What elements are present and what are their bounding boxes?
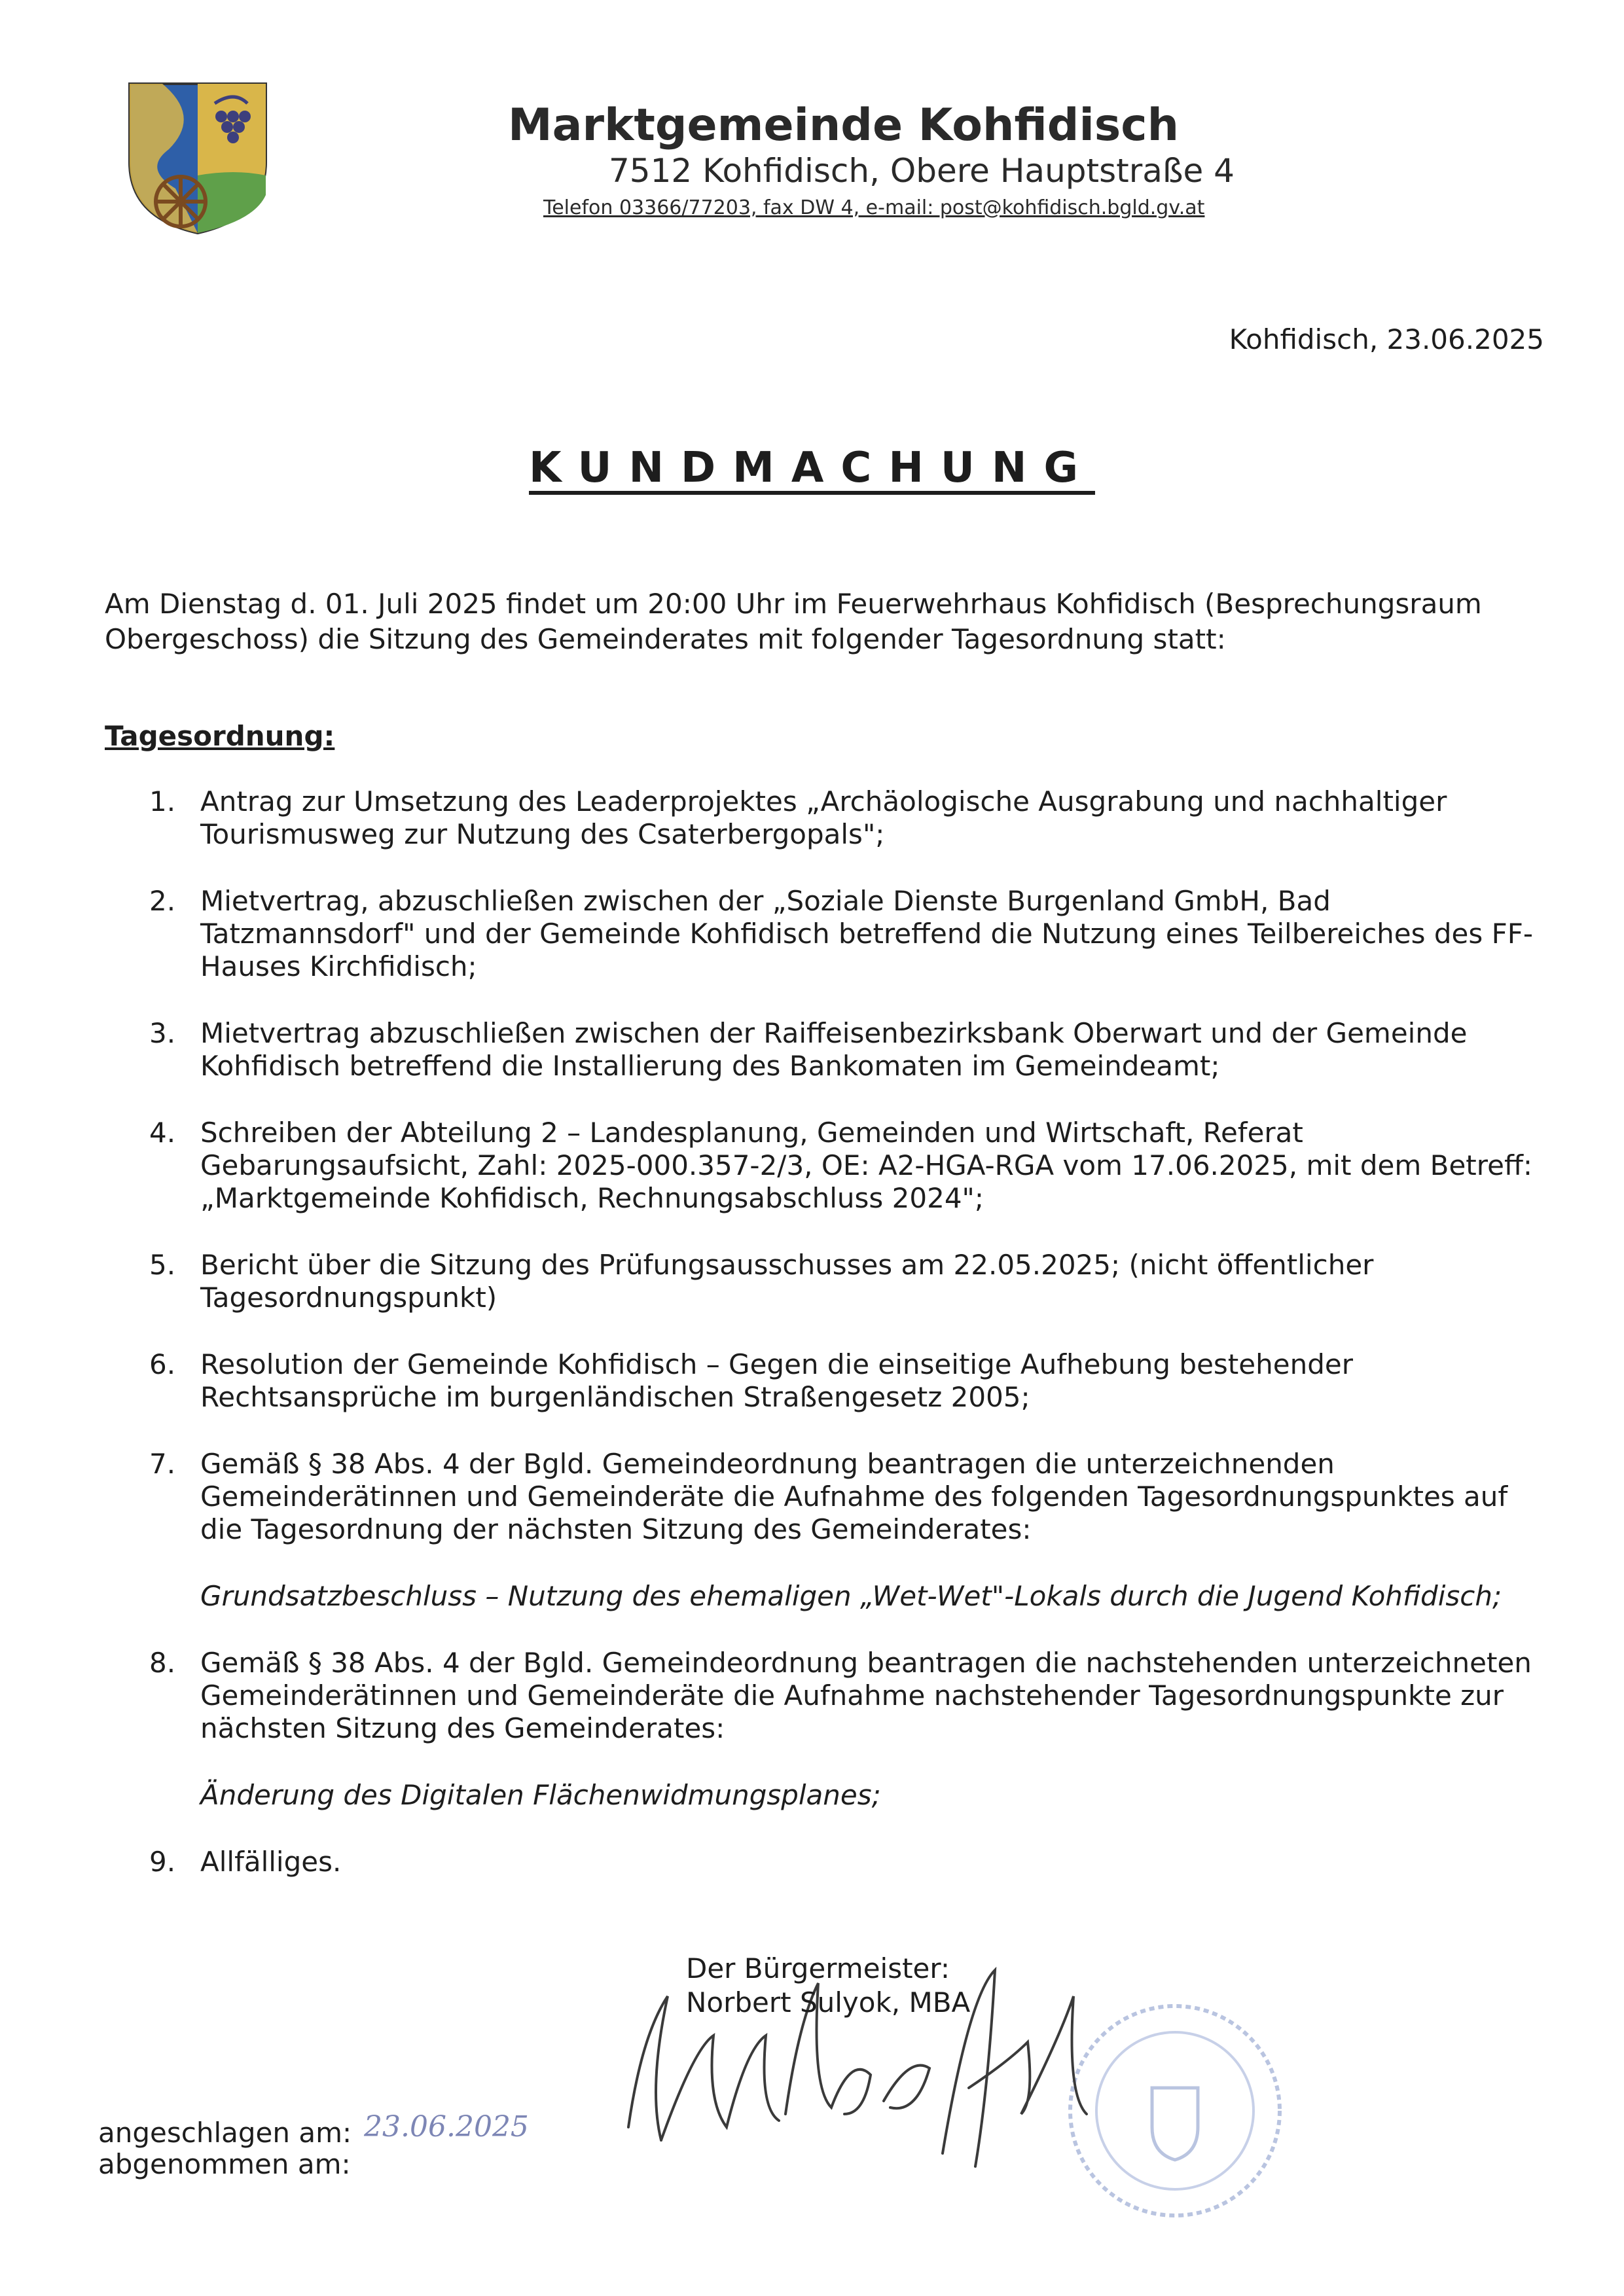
agenda-item-number: 5. — [149, 1249, 176, 1281]
agenda-item-number: 8. — [149, 1647, 176, 1679]
agenda-item-number: 2. — [149, 885, 176, 917]
org-address: 7512 Kohfidisch, Obere Hauptstraße 4 — [609, 152, 1235, 190]
agenda-item-subtext: Grundsatzbeschluss – Nutzung des ehemaligen „Wet-Wet"-Lokals durch die Jugend Kohfidisch; — [200, 1580, 1502, 1612]
org-contact: Telefon 03366/77203, fax DW 4, e-mail: post@kohfidisch.bgld.gv.at — [543, 196, 1205, 219]
signer-name: Norbert Sulyok, MBA — [686, 1986, 971, 2018]
agenda-item-text: Gemäß § 38 Abs. 4 der Bgld. Gemeindeordnung beantragen die nachstehenden unterzeichneten Gemeinderätinnen und Gemeinderäte die Aufnahme nachstehender Tagesordnungspunkte zur nächsten Sitzung des Gemeinderates: — [200, 1647, 1532, 1744]
removed-label: abgenommen am: — [98, 2148, 351, 2180]
agenda-item-1 — [149, 785, 1550, 851]
agenda-item-3 — [149, 1017, 1550, 1083]
agenda-item-text: Mietvertrag, abzuschließen zwischen der „Soziale Dienste Burgenland GmbH, Bad Tatzmannsdorf" und der Gemeinde Kohfidisch betreffend die Nutzung eines Teilbereiches des FF-Hauses Kirchfidisch; — [200, 885, 1534, 982]
agenda-item-text: Antrag zur Umsetzung des Leaderprojektes „Archäologische Ausgrabung und nachhaltiger Tourismusweg zur Nutzung des Csaterbergopals"; — [200, 785, 1447, 850]
agenda-heading: Tagesordnung: — [105, 720, 335, 752]
agenda-item-text: Gemäß § 38 Abs. 4 der Bgld. Gemeindeordnung beantragen die unterzeichnenden Gemeinderätinnen und Gemeinderäte die Aufnahme des folgenden Tagesordnungspunktes auf die Tagesordnung der nächsten Sitzung des Gemeinderates: — [200, 1448, 1508, 1545]
agenda-item-subtext: Änderung des Digitalen Flächenwidmungsplanes; — [200, 1779, 881, 1811]
agenda-item-number: 6. — [149, 1348, 176, 1380]
agenda-item-text: Mietvertrag abzuschließen zwischen der Raiffeisenbezirksbank Oberwart und der Gemeinde Kohfidisch betreffend die Installierung des Bankomaten im Gemeindeamt; — [200, 1017, 1468, 1082]
agenda-list — [149, 785, 1550, 1912]
agenda-item-number: 7. — [149, 1448, 176, 1480]
posted-label: angeschlagen am: — [98, 2117, 352, 2149]
agenda-item-number: 1. — [149, 785, 176, 817]
posted-date: 23.06.2025 — [364, 2110, 529, 2144]
document-title: KUNDMACHUNG — [529, 444, 1095, 492]
date-line: Kohfidisch, 23.06.2025 — [1229, 323, 1544, 355]
agenda-item-9 — [149, 1846, 1550, 1878]
agenda-item-number: 3. — [149, 1017, 176, 1049]
agenda-item-text: Bericht über die Sitzung des Prüfungsausschusses am 22.05.2025; (nicht öffentlicher Tagesordnungspunkt) — [200, 1249, 1374, 1314]
signature-block — [686, 1952, 970, 2020]
coat-of-arms-icon — [123, 77, 272, 237]
org-name: Marktgemeinde Kohfidisch — [508, 99, 1179, 151]
intro-paragraph: Am Dienstag d. 01. Juli 2025 findet um 20:00 Uhr im Feuerwehrhaus Kohfidisch (Besprechungsraum Obergeschoss) die Sitzung des Gemeinderates mit folgender Tagesordnung statt: — [105, 588, 1482, 655]
agenda-item-6 — [149, 1348, 1550, 1414]
agenda-item-4 — [149, 1117, 1550, 1215]
agenda-item-8 — [149, 1647, 1550, 1812]
agenda-item-7 — [149, 1448, 1550, 1613]
agenda-item-number: 9. — [149, 1846, 176, 1878]
agenda-item-text: Resolution der Gemeinde Kohfidisch – Gegen die einseitige Aufhebung bestehender Rechtsansprüche im burgenländischen Straßengesetz 2005; — [200, 1348, 1353, 1413]
signer-role: Der Bürgermeister: — [686, 1952, 950, 1984]
agenda-item-text: Schreiben der Abteilung 2 – Landesplanung, Gemeinden und Wirtschaft, Referat Gebarungsaufsicht, Zahl: 2025-000.357-2/3, OE: A2-HGA-RGA vom 17.06.2025, mit dem Betreff: „Marktgemeinde Kohfidisch, Rechnungsabschluss 2024"; — [200, 1117, 1533, 1214]
agenda-item-5 — [149, 1249, 1550, 1314]
agenda-item-text: Allfälliges. — [200, 1846, 342, 1878]
agenda-item-number: 4. — [149, 1117, 176, 1149]
agenda-item-2 — [149, 885, 1550, 983]
